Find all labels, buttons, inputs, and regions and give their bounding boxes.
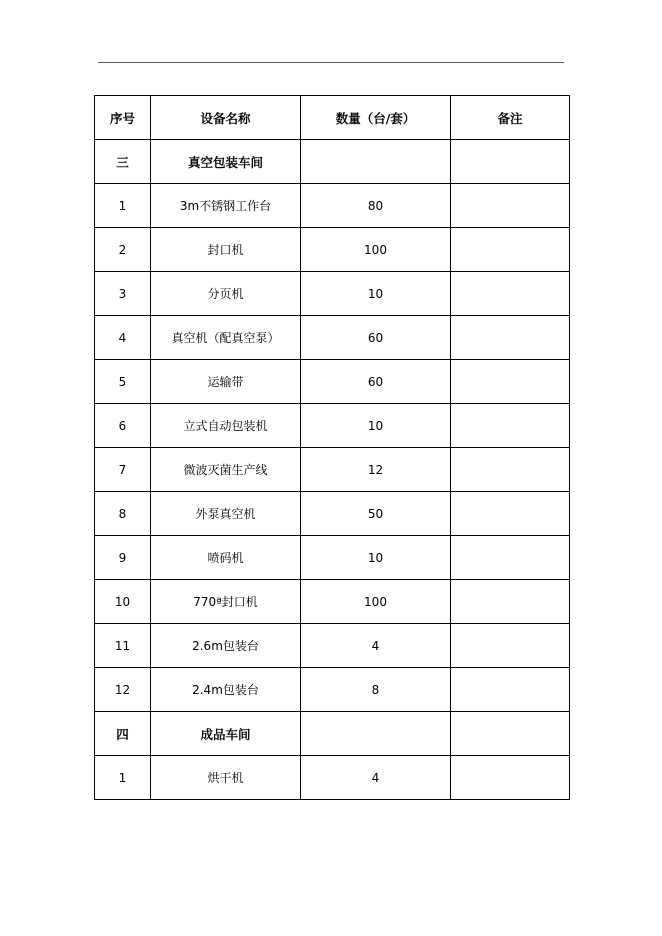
cell-remarks bbox=[451, 624, 570, 668]
table-row bbox=[95, 228, 570, 272]
cell-remarks bbox=[451, 448, 570, 492]
cell-remarks bbox=[451, 228, 570, 272]
table-row bbox=[95, 316, 570, 360]
table-row bbox=[95, 624, 570, 668]
table-row bbox=[95, 492, 570, 536]
cell-serial-no: 2 bbox=[95, 228, 151, 272]
cell-quantity bbox=[301, 712, 451, 756]
cell-equipment-name: 微波灭菌生产线 bbox=[151, 448, 301, 492]
cell-serial-no: 3 bbox=[95, 272, 151, 316]
cell-equipment-name: 立式自动包装机 bbox=[151, 404, 301, 448]
cell-remarks bbox=[451, 316, 570, 360]
cell-quantity bbox=[301, 140, 451, 184]
table-header-row bbox=[95, 96, 570, 140]
cell-equipment-name: 烘干机 bbox=[151, 756, 301, 800]
cell-remarks bbox=[451, 668, 570, 712]
cell-remarks bbox=[451, 272, 570, 316]
cell-remarks bbox=[451, 536, 570, 580]
table-row bbox=[95, 580, 570, 624]
cell-quantity: 12 bbox=[301, 448, 451, 492]
cell-quantity: 4 bbox=[301, 624, 451, 668]
cell-quantity: 100 bbox=[301, 580, 451, 624]
cell-serial-no: 6 bbox=[95, 404, 151, 448]
cell-remarks bbox=[451, 756, 570, 800]
cell-quantity: 10 bbox=[301, 272, 451, 316]
cell-equipment-name: 2.6m包装台 bbox=[151, 624, 301, 668]
cell-equipment-name: 2.4m包装台 bbox=[151, 668, 301, 712]
table-row bbox=[95, 404, 570, 448]
cell-remarks bbox=[451, 140, 570, 184]
cell-quantity: 10 bbox=[301, 404, 451, 448]
cell-serial-no: 10 bbox=[95, 580, 151, 624]
cell-remarks bbox=[451, 580, 570, 624]
cell-quantity: 80 bbox=[301, 184, 451, 228]
section-row bbox=[95, 140, 570, 184]
header-remarks: 备注 bbox=[451, 96, 570, 140]
header-quantity: 数量（台/套） bbox=[301, 96, 451, 140]
table-row bbox=[95, 668, 570, 712]
table-row bbox=[95, 360, 570, 404]
cell-quantity: 4 bbox=[301, 756, 451, 800]
cell-serial-no: 11 bbox=[95, 624, 151, 668]
cell-equipment-name: 分页机 bbox=[151, 272, 301, 316]
header-equipment-name: 设备名称 bbox=[151, 96, 301, 140]
cell-remarks bbox=[451, 360, 570, 404]
table-row bbox=[95, 448, 570, 492]
cell-quantity: 100 bbox=[301, 228, 451, 272]
cell-serial-no: 1 bbox=[95, 756, 151, 800]
cell-quantity: 60 bbox=[301, 316, 451, 360]
cell-remarks bbox=[451, 492, 570, 536]
cell-equipment-name: 外泵真空机 bbox=[151, 492, 301, 536]
cell-serial-no: 7 bbox=[95, 448, 151, 492]
cell-remarks bbox=[451, 404, 570, 448]
cell-equipment-name: 真空包装车间 bbox=[151, 140, 301, 184]
cell-quantity: 60 bbox=[301, 360, 451, 404]
table-row bbox=[95, 756, 570, 800]
cell-equipment-name: 3m不锈钢工作台 bbox=[151, 184, 301, 228]
cell-serial-no: 四 bbox=[95, 712, 151, 756]
table-row bbox=[95, 184, 570, 228]
cell-serial-no: 8 bbox=[95, 492, 151, 536]
cell-serial-no: 5 bbox=[95, 360, 151, 404]
cell-equipment-name: 成品车间 bbox=[151, 712, 301, 756]
cell-serial-no: 9 bbox=[95, 536, 151, 580]
header-serial-no: 序号 bbox=[95, 96, 151, 140]
table-row bbox=[95, 272, 570, 316]
cell-serial-no: 三 bbox=[95, 140, 151, 184]
cell-equipment-name: 喷码机 bbox=[151, 536, 301, 580]
cell-equipment-name: 真空机（配真空泵） bbox=[151, 316, 301, 360]
cell-remarks bbox=[451, 712, 570, 756]
cell-equipment-name: 封口机 bbox=[151, 228, 301, 272]
section-row bbox=[95, 712, 570, 756]
cell-equipment-name: 运输带 bbox=[151, 360, 301, 404]
cell-serial-no: 12 bbox=[95, 668, 151, 712]
cell-quantity: 50 bbox=[301, 492, 451, 536]
table-row bbox=[95, 536, 570, 580]
header-rule bbox=[98, 62, 564, 63]
cell-quantity: 8 bbox=[301, 668, 451, 712]
cell-serial-no: 4 bbox=[95, 316, 151, 360]
cell-remarks bbox=[451, 184, 570, 228]
cell-equipment-name: 770ª封口机 bbox=[151, 580, 301, 624]
cell-quantity: 10 bbox=[301, 536, 451, 580]
equipment-table bbox=[94, 95, 570, 800]
cell-serial-no: 1 bbox=[95, 184, 151, 228]
